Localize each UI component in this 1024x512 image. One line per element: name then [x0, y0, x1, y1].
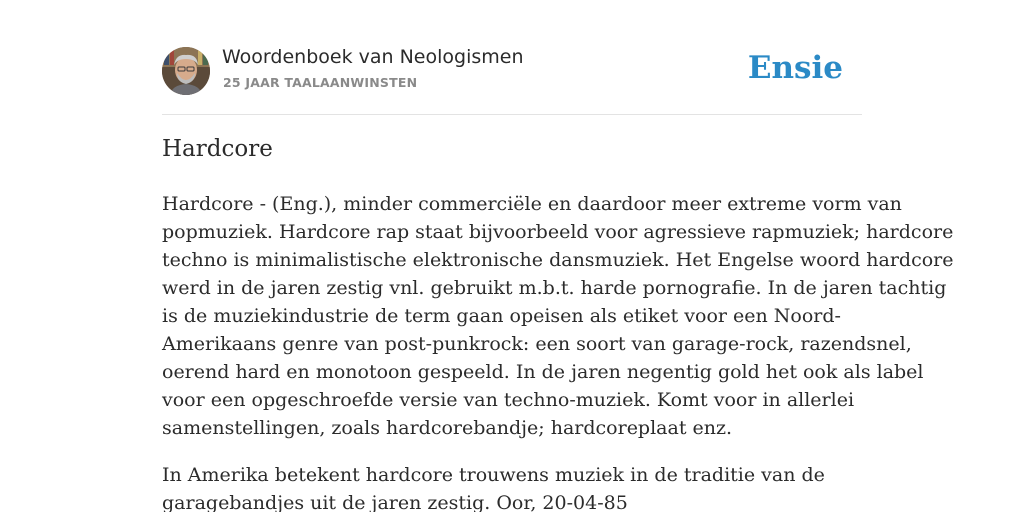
text-line: werd in de jaren zestig vnl. gebruikt m.b.t. harde pornografie. In de jaren tachtig — [162, 277, 947, 299]
source-header — [162, 46, 862, 115]
text-line: voor een opgeschroefde versie van techno-muziek. Komt voor in allerlei — [162, 389, 855, 411]
brand-logo[interactable]: Ensie — [747, 50, 843, 86]
text-line: Amerikaans genre van post-punkrock: een soort van garage-rock, razendsnel, — [162, 333, 912, 355]
author-portrait-icon[interactable] — [162, 47, 210, 95]
text-line: oerend hard en monotoon gespeeld. In de jaren negentig gold het ook als label — [162, 361, 924, 383]
entry-body — [162, 190, 954, 512]
entry-title: Hardcore — [162, 136, 273, 162]
source-title[interactable]: Woordenboek van Neologismen — [222, 46, 524, 68]
text-line: techno is minimalistische elektronische dansmuziek. Het Engelse woord hardcore — [162, 249, 954, 271]
text-line: garagebandjes uit de jaren zestig. Oor, 20-04-85 — [162, 492, 628, 512]
text-line: In Amerika betekent hardcore trouwens muziek in de traditie van de — [162, 464, 825, 486]
text-line: samenstellingen, zoals hardcorebandje; hardcoreplaat enz. — [162, 417, 733, 439]
source-subtitle: 25 JAAR TAALAANWINSTEN — [223, 75, 418, 90]
entry-paragraph — [162, 461, 874, 512]
text-line: Hardcore - (Eng.), minder commerciële en daardoor meer extreme vorm van — [162, 193, 902, 215]
text-line: popmuziek. Hardcore rap staat bijvoorbeeld voor agressieve rapmuziek; hardcore — [162, 221, 954, 243]
entry-paragraph — [162, 190, 954, 442]
text-line: is de muziekindustrie de term gaan opeisen als etiket voor een Noord- — [162, 305, 841, 327]
